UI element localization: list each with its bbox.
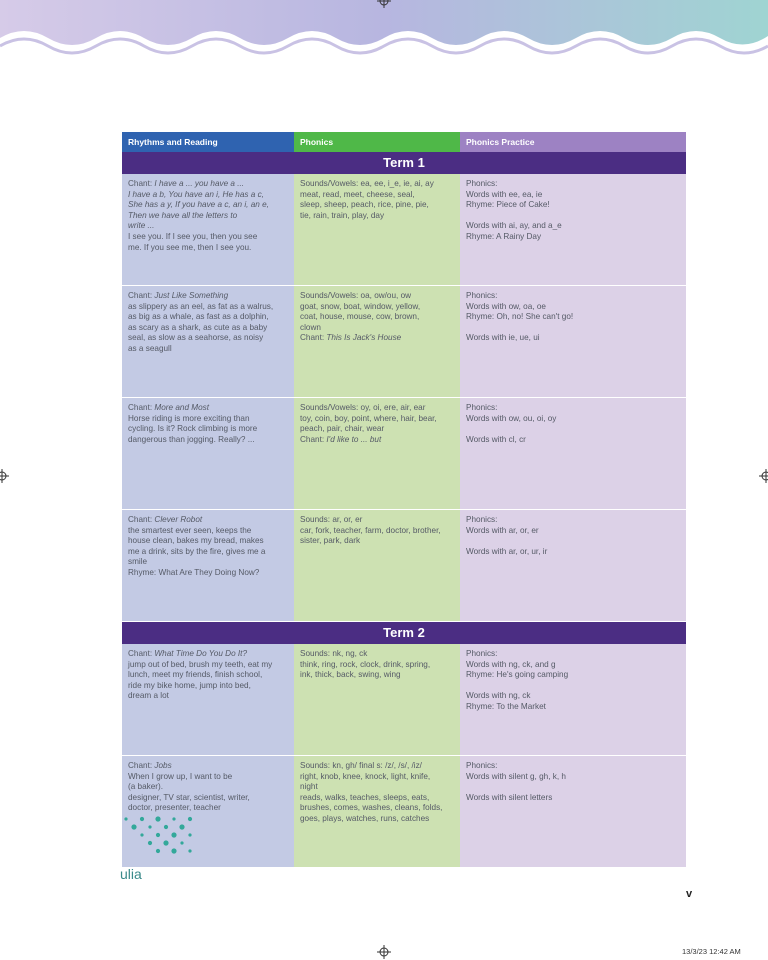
cell-line	[466, 211, 680, 222]
practice-cell	[460, 174, 686, 285]
decorative-dot	[171, 848, 176, 853]
cell-text: right, knob, knee, knock, light, knife,	[300, 771, 431, 781]
cell-line	[300, 179, 454, 190]
cell-line	[300, 403, 454, 414]
cell-line	[128, 691, 288, 702]
cell-line	[466, 291, 680, 302]
table-row	[122, 286, 686, 398]
cell-line	[466, 649, 680, 660]
cell-line	[300, 333, 454, 344]
cell-text: goat, snow, boat, window, yellow,	[300, 301, 421, 311]
cell-italic-text: Clever Robot	[154, 515, 203, 524]
registration-mark-icon	[759, 469, 768, 483]
rhythms-cell	[122, 174, 294, 285]
table-row	[122, 644, 686, 756]
cell-line	[466, 200, 680, 211]
cell-line	[128, 782, 288, 793]
cell-text: dream a lot	[128, 691, 169, 701]
cell-text: sister, park, dark	[300, 536, 361, 546]
table-body	[122, 152, 686, 868]
cell-text: Sounds/Vowels: oy, oi, ere, air, ear	[300, 403, 426, 412]
rhythms-cell	[122, 510, 294, 621]
cell-text: Chant:	[128, 179, 155, 188]
decorative-dot	[124, 817, 127, 820]
cell-text: cycling. Is it? Rock climbing is more	[128, 424, 258, 434]
cell-line	[466, 232, 680, 243]
cell-line	[128, 557, 288, 568]
cell-text: Horse riding is more exciting than	[128, 413, 250, 423]
cell-italic-text: This Is Jack's House	[326, 333, 402, 343]
phonics-cell	[294, 510, 460, 621]
cell-line	[128, 660, 288, 671]
decorative-dot	[131, 824, 136, 829]
cell-line	[300, 649, 454, 660]
cell-text: Sounds: ar, or, er	[300, 515, 363, 524]
decorative-dots-icon	[122, 815, 202, 857]
cell-line	[466, 435, 680, 446]
practice-cell	[460, 286, 686, 397]
decorative-dot	[164, 825, 168, 829]
cell-text: (a baker).	[128, 782, 164, 792]
table-row	[122, 174, 686, 286]
cell-line	[466, 782, 680, 793]
cell-line	[466, 547, 680, 558]
cell-text: car, fork, teacher, farm, doctor, brother,	[300, 525, 441, 535]
cell-text: dangerous than jogging. Really? ...	[128, 434, 255, 444]
cell-line	[300, 526, 454, 537]
cell-text: as scary as a shark, as cute as a baby	[128, 322, 268, 332]
decorative-dot	[156, 833, 160, 837]
cell-line	[300, 291, 454, 302]
cell-text: designer, TV star, scientist, writer,	[128, 792, 250, 802]
cell-line	[300, 323, 454, 334]
decorative-wave-banner	[0, 0, 768, 60]
cell-line	[128, 803, 288, 814]
cell-text: Chant:	[128, 291, 155, 300]
cell-line	[128, 232, 288, 243]
cell-line	[128, 681, 288, 692]
cell-line	[128, 291, 288, 302]
cell-text: Phonics:	[466, 761, 498, 770]
cell-line	[300, 200, 454, 211]
phonics-cell	[294, 644, 460, 755]
cell-line	[128, 243, 288, 254]
cell-line	[128, 515, 288, 526]
cell-italic-text: Then we have all the letters to	[128, 210, 238, 220]
cell-text: Sounds: kn, gh/ final s: /z/, /s/, /iz/	[300, 761, 422, 770]
cell-line	[300, 814, 454, 825]
cell-text: Sounds/Vowels: ea, ee, i_e, ie, ai, ay	[300, 179, 434, 188]
cell-text: Chant:	[300, 434, 327, 444]
column-header-rhythms: Rhythms and Reading	[122, 132, 294, 152]
cell-line	[300, 435, 454, 446]
cell-text: Phonics:	[466, 291, 498, 300]
cell-line	[128, 333, 288, 344]
cell-line	[466, 333, 680, 344]
cell-text: Rhyme: He's going camping	[466, 670, 569, 680]
cell-line	[300, 670, 454, 681]
cell-line	[466, 702, 680, 713]
cell-line	[300, 312, 454, 323]
cell-line	[128, 649, 288, 660]
cell-text: Chant:	[300, 333, 327, 343]
decorative-dot	[188, 833, 191, 836]
cell-text: Words with ee, ea, ie	[466, 189, 543, 199]
cell-italic-text: I have a b, You have an i, He has a c,	[128, 189, 264, 199]
cell-text: think, ring, rock, clock, drink, spring,	[300, 659, 431, 669]
cell-text: sleep, sheep, peach, rice, pine, pie,	[300, 200, 429, 210]
cell-line	[128, 211, 288, 222]
phonics-cell	[294, 756, 460, 867]
cell-italic-text: Jobs	[154, 761, 172, 770]
cell-line	[466, 793, 680, 804]
cell-line	[128, 670, 288, 681]
decorative-dot	[140, 817, 144, 821]
cell-text: Rhyme: What Are They Doing Now?	[128, 567, 260, 577]
cell-line	[128, 526, 288, 537]
cell-text: When I grow up, I want to be	[128, 771, 233, 781]
cell-line	[128, 344, 288, 355]
cell-line	[128, 200, 288, 211]
decorative-dot	[156, 849, 160, 853]
cell-text: clown	[300, 322, 321, 332]
cell-text: I see you. If I see you, then you see	[128, 231, 258, 241]
cell-line	[300, 536, 454, 547]
cell-text: Phonics:	[466, 649, 498, 658]
cell-text: Phonics:	[466, 179, 498, 188]
cell-text: smile	[128, 557, 148, 567]
cell-text: Words with ng, ck, and g	[466, 659, 556, 669]
cell-text: Sounds: nk, ng, ck	[300, 649, 368, 658]
cell-line	[466, 424, 680, 435]
cell-line	[300, 515, 454, 526]
cell-text: night	[300, 782, 318, 792]
cell-line	[300, 793, 454, 804]
cell-line	[466, 190, 680, 201]
cell-text: Words with ie, ue, ui	[466, 333, 540, 343]
decorative-dot	[180, 841, 183, 844]
cell-line	[466, 221, 680, 232]
table-row	[122, 510, 686, 622]
cell-line	[466, 312, 680, 323]
cell-line	[466, 691, 680, 702]
cell-text: Words with ng, ck	[466, 691, 531, 701]
cell-text: Words with ar, or, er	[466, 525, 539, 535]
cell-line	[128, 221, 288, 232]
phonics-cell	[294, 398, 460, 509]
cell-text: me. If you see me, then I see you.	[128, 242, 252, 252]
cell-text: Rhyme: Piece of Cake!	[466, 200, 550, 210]
cell-italic-text: I'd like to ... but	[326, 434, 382, 444]
print-timestamp: 13/3/23 12:42 AM	[682, 947, 741, 956]
partial-logo-text: ulia	[120, 866, 142, 882]
phonics-cell	[294, 174, 460, 285]
cell-text: as slippery as an eel, as fat as a walrus,	[128, 301, 274, 311]
cell-text: Words with ar, or, ur, ir	[466, 546, 548, 556]
cell-text: me a drink, sits by the fire, gives me a	[128, 546, 266, 556]
page-number: v	[686, 888, 693, 900]
cell-line	[300, 772, 454, 783]
cell-text: brushes, comes, washes, cleans, folds,	[300, 803, 443, 813]
practice-cell	[460, 644, 686, 755]
cell-text: toy, coin, boy, point, where, hair, bear,	[300, 413, 437, 423]
cell-text: ride my bike home, jump into bed,	[128, 680, 251, 690]
cell-italic-text: Just Like Something	[154, 291, 229, 300]
cell-text: peach, pair, chair, wear	[300, 424, 385, 434]
cell-line	[466, 403, 680, 414]
cell-text: Chant:	[128, 649, 155, 658]
cell-text: Words with ow, ou, oi, oy	[466, 413, 557, 423]
cell-line	[466, 179, 680, 190]
cell-text: goes, plays, watches, runs, catches	[300, 813, 430, 823]
decorative-dot	[163, 840, 168, 845]
cell-text: the smartest ever seen, keeps the	[128, 525, 252, 535]
cell-text: ink, thick, back, swing, wing	[300, 670, 401, 680]
cell-line	[128, 424, 288, 435]
decorative-dot	[172, 817, 175, 820]
cell-line	[128, 403, 288, 414]
practice-cell	[460, 510, 686, 621]
cell-text: Phonics:	[466, 515, 498, 524]
cell-text: as a seagull	[128, 343, 172, 353]
registration-mark-icon	[0, 469, 9, 483]
cell-line	[128, 793, 288, 804]
cell-line	[300, 782, 454, 793]
column-header-practice: Phonics Practice	[460, 132, 686, 152]
cell-text: Chant:	[128, 515, 155, 524]
phonics-cell	[294, 286, 460, 397]
cell-text: Words with cl, cr	[466, 434, 526, 444]
cell-line	[128, 323, 288, 334]
decorative-dot	[155, 816, 160, 821]
decorative-dot	[171, 832, 176, 837]
cell-italic-text: write ...	[128, 221, 155, 231]
rhythms-cell	[122, 644, 294, 755]
cell-line	[128, 772, 288, 783]
cell-text: Words with silent g, gh, k, h	[466, 771, 566, 781]
cell-text: meat, read, meet, cheese, seal,	[300, 189, 415, 199]
cell-line	[128, 568, 288, 579]
registration-mark-icon	[377, 945, 391, 959]
cell-line	[128, 435, 288, 446]
decorative-dot	[179, 824, 184, 829]
cell-text: Phonics:	[466, 403, 498, 412]
decorative-dot	[148, 841, 152, 845]
decorative-dot	[188, 817, 192, 821]
cell-line	[128, 190, 288, 201]
column-header-phonics: Phonics	[294, 132, 460, 152]
cell-line	[128, 547, 288, 558]
practice-cell	[460, 398, 686, 509]
rhythms-cell	[122, 398, 294, 509]
term-title: Term 1	[122, 152, 686, 174]
cell-text: seal, as slow as a seahorse, as noisy	[128, 333, 264, 343]
cell-line	[466, 670, 680, 681]
cell-line	[128, 302, 288, 313]
cell-line	[466, 414, 680, 425]
cell-line	[300, 803, 454, 814]
cell-line	[466, 323, 680, 334]
decorative-dot	[140, 833, 143, 836]
cell-line	[128, 761, 288, 772]
cell-line	[128, 179, 288, 190]
table-header	[122, 132, 686, 152]
cell-line	[300, 761, 454, 772]
cell-text: reads, walks, teaches, sleeps, eats,	[300, 792, 430, 802]
cell-text: Sounds/Vowels: oa, ow/ou, ow	[300, 291, 412, 300]
cell-line	[300, 190, 454, 201]
cell-italic-text: More and Most	[154, 403, 210, 412]
cell-line	[300, 660, 454, 671]
cell-line	[466, 772, 680, 783]
decorative-dot	[188, 849, 191, 852]
table-row	[122, 756, 686, 868]
table-row	[122, 398, 686, 510]
cell-text: lunch, meet my friends, finish school,	[128, 670, 263, 680]
cell-text: jump out of bed, brush my teeth, eat my	[128, 659, 273, 669]
term-title: Term 2	[122, 622, 686, 644]
cell-line	[300, 424, 454, 435]
cell-text: Words with ow, oa, oe	[466, 301, 546, 311]
cell-line	[466, 526, 680, 537]
cell-line	[466, 302, 680, 313]
cell-text: coat, house, mouse, cow, brown,	[300, 312, 420, 322]
cell-line	[300, 414, 454, 425]
cell-line	[466, 515, 680, 526]
cell-line	[300, 302, 454, 313]
cell-line	[128, 414, 288, 425]
registration-mark-icon	[377, 0, 391, 8]
cell-italic-text: What Time Do You Do It?	[154, 649, 248, 658]
cell-line	[128, 536, 288, 547]
cell-text: Rhyme: Oh, no! She can't go!	[466, 312, 574, 322]
cell-line	[466, 536, 680, 547]
cell-line	[300, 211, 454, 222]
cell-text: Words with silent letters	[466, 792, 553, 802]
cell-text: Chant:	[128, 403, 155, 412]
cell-line	[466, 660, 680, 671]
cell-line	[466, 681, 680, 692]
decorative-dot	[148, 825, 151, 828]
cell-text: as big as a whale, as fast as a dolphin,	[128, 312, 269, 322]
rhythms-cell	[122, 286, 294, 397]
cell-text: tie, rain, train, play, day	[300, 210, 385, 220]
cell-italic-text: She has a y, If you have a c, an i, an e,	[128, 200, 269, 210]
cell-text: Words with ai, ay, and a_e	[466, 221, 562, 231]
practice-cell	[460, 756, 686, 867]
syllabus-table	[122, 132, 686, 868]
cell-text: Chant:	[128, 761, 155, 770]
cell-text: Rhyme: A Rainy Day	[466, 231, 542, 241]
cell-text: Rhyme: To the Market	[466, 701, 546, 711]
cell-text: house clean, bakes my bread, makes	[128, 536, 264, 546]
cell-line	[466, 761, 680, 772]
cell-italic-text: I have a ... you have a ...	[154, 179, 245, 188]
cell-line	[128, 312, 288, 323]
cell-text: doctor, presenter, teacher	[128, 803, 221, 813]
